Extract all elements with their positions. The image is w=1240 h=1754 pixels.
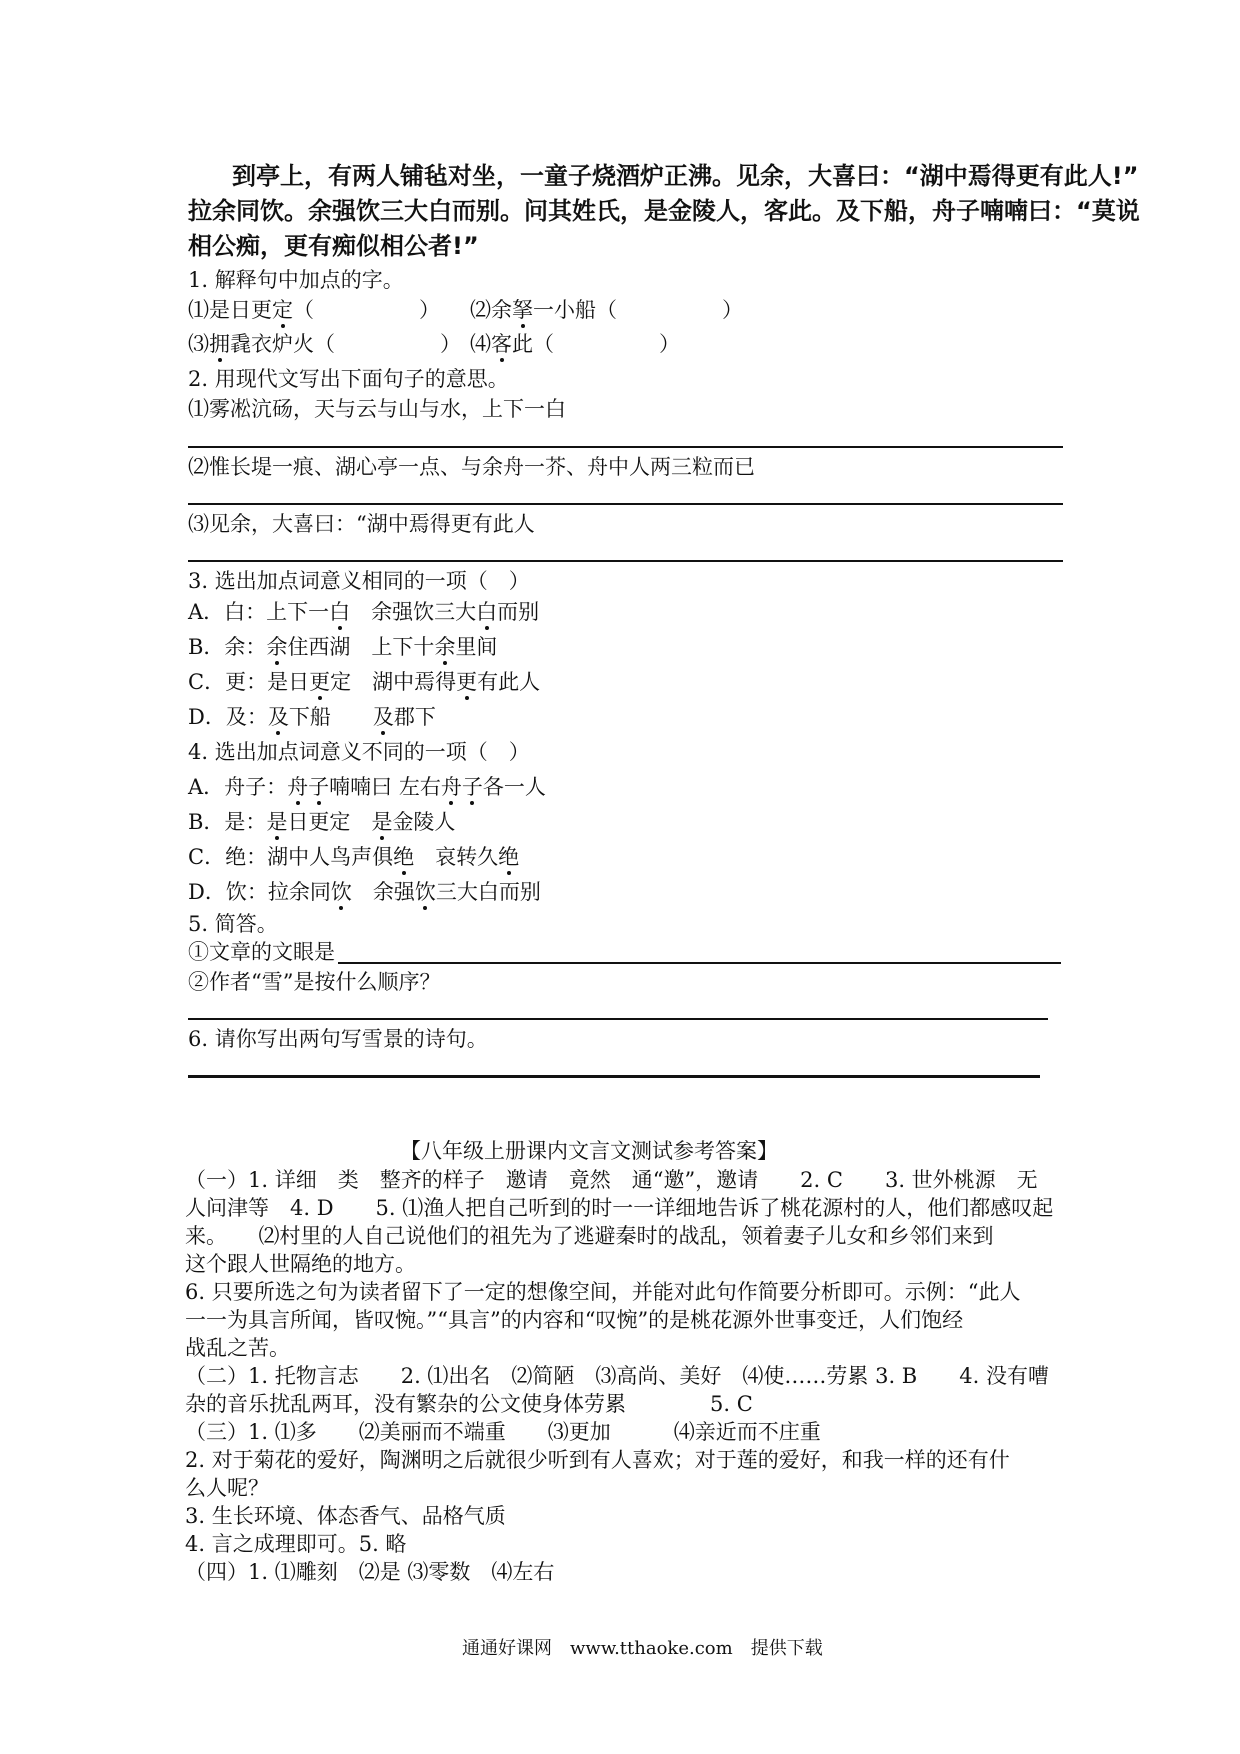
q6-title: 6. 请你写出两句写雪景的诗句。	[188, 1027, 488, 1051]
q4-option-d: D．饮：拉余同饮 余强饮三大白而别	[188, 880, 541, 904]
answer-line	[188, 560, 1063, 562]
emphasis-dot-char: 绝	[393, 845, 415, 869]
q5-item-a: ①文章的文眼是	[188, 940, 335, 964]
answer-line-text: 这个跟人世隔绝的地方。	[185, 1252, 416, 1276]
emphasis-dot-char: 是	[371, 810, 393, 834]
q2-title: 2. 用现代文写出下面句子的意思。	[188, 367, 509, 391]
q4-title: 4. 选出加点词意义不同的一项（ ）	[188, 740, 530, 764]
answer-line-text: 3. 生长环境、体态香气、品格气质	[185, 1504, 506, 1528]
emphasis-dot-char: 是	[266, 810, 288, 834]
q3-option-a: A．白：上下一白 余强饮三大白而别	[188, 600, 540, 624]
q4-option-c: C．绝：湖中人鸟声俱绝 哀转久绝	[188, 845, 520, 869]
q1-item-c: ⑶拥毳衣炉火（ ）	[188, 332, 461, 356]
answer-line-text: 么人呢？	[185, 1476, 269, 1500]
answer-line-text: （二）1. 托物言志 2. ⑴出名 ⑵简陋 ⑶高尚、美好 ⑷使……劳累 3. B 4. 没有嘈	[185, 1364, 1049, 1388]
emphasis-dot-char: 子	[461, 775, 483, 799]
answer-line	[188, 503, 1063, 505]
q3-option-c: C．更：是日更定 湖中焉得更有此人	[188, 670, 541, 694]
answer-line	[188, 446, 1063, 448]
q1-item-b: ⑵余拏一小船（ ）	[470, 298, 743, 322]
q1-item-a: ⑴是日更定（ ）	[188, 298, 440, 322]
answer-line-text: 一一为具言所闻，皆叹惋。”“具言”的内容和“叹惋”的是桃花源外世事变迁，人们饱经	[185, 1308, 964, 1332]
answer-line-text: 来。 ⑵村里的人自己说他们的祖先为了逃避秦时的战乱，领着妻子儿女和乡邻们来到	[185, 1224, 994, 1248]
answer-line-text: 4. 言之成理即可。5. 略	[185, 1532, 407, 1556]
answers-heading: 【八年级上册课内文言文测试参考答案】	[400, 1139, 778, 1163]
emphasis-dot-char: 白	[329, 600, 351, 624]
q3-option-d: D．及：及下船 及郡下	[188, 705, 436, 729]
answer-line-text: （四）1. ⑴雕刻 ⑵是 ⑶零数 ⑷左右	[185, 1560, 555, 1584]
passage-line-3: 相公痴，更有痴似相公者!”	[188, 232, 479, 260]
q2-item-c: ⑶见余，大喜曰：“湖中焉得更有此人	[188, 512, 535, 536]
q5-item-b: ②作者“雪”是按什么顺序？	[188, 970, 441, 994]
q1-item-d: ⑷客此（ ）	[470, 332, 680, 356]
emphasis-dot-char: 舟	[287, 775, 309, 799]
emphasis-dot-char: 饮	[330, 880, 352, 904]
emphasis-dot-char: 拏	[512, 298, 533, 322]
emphasis-dot-char: 余	[266, 635, 288, 659]
passage-line-2: 拉余同饮。余强饮三大白而别。问其姓氏，是金陵人，客此。及下船，舟子喃喃曰：“莫说	[188, 197, 1140, 225]
emphasis-dot-char: 及	[267, 705, 289, 729]
emphasis-dot-char: 舟	[440, 775, 462, 799]
answer-line-text: 战乱之苦。	[185, 1336, 290, 1360]
answer-line-text: （一）1. 详细 类 整齐的样子 邀请 竟然 通“邀”，邀请 2. C 3. 世外桃源 无	[185, 1168, 1038, 1192]
answer-line-text: 2. 对于菊花的爱好，陶渊明之后就很少听到有人喜欢；对于莲的爱好，和我一样的还有什	[185, 1448, 1010, 1472]
emphasis-dot-char: 子	[308, 775, 330, 799]
answer-line-text: 6. 只要所选之句为读者留下了一定的想像空间，并能对此句作简要分析即可。示例：“此人	[185, 1280, 1021, 1304]
q4-option-b: B．是：是日更定 是金陵人	[188, 810, 456, 834]
emphasis-dot-char: 更	[456, 670, 478, 694]
emphasis-dot-char: 更	[309, 670, 331, 694]
q3-option-b: B．余：余住西湖 上下十余里间	[188, 635, 498, 659]
emphasis-dot-char: 及	[372, 705, 394, 729]
q3-title: 3. 选出加点词意义相同的一项（ ）	[188, 569, 530, 593]
passage-line-1: 到亭上，有两人铺毡对坐，一童子烧酒炉正沸。见余，大喜曰：“湖中焉得更有此人!”	[232, 162, 1139, 190]
answer-line-text: 人问津等 4. D 5. ⑴渔人把自己听到的时一一详细地告诉了桃花源村的人，他们都感叹起	[185, 1196, 1054, 1220]
emphasis-dot-char: 定	[272, 298, 293, 322]
q2-item-b: ⑵惟长堤一痕、湖心亭一点、与余舟一芥、舟中人两三粒而已	[188, 455, 755, 479]
q1-title: 1. 解释句中加点的字。	[188, 268, 404, 292]
q4-option-a: A．舟子：舟子喃喃曰 左右舟子各一人	[188, 775, 546, 799]
emphasis-dot-char: 白	[476, 600, 498, 624]
emphasis-dot-char: 绝	[498, 845, 520, 869]
emphasis-dot-char: 余	[434, 635, 456, 659]
answer-line	[338, 962, 1061, 964]
answer-line	[188, 1075, 1040, 1078]
emphasis-dot-char: 饮	[414, 880, 436, 904]
q2-item-a: ⑴雾凇沆砀，天与云与山与水，上下一白	[188, 397, 566, 421]
emphasis-dot-char: 客	[491, 332, 512, 356]
answer-line	[188, 1018, 1048, 1020]
page-footer: 通通好课网 www.tthaoke.com 提供下载	[462, 1638, 823, 1659]
emphasis-dot-char: 拥	[209, 332, 230, 356]
answer-line-text: （三）1. ⑴多 ⑵美丽而不端重 ⑶更加 ⑷亲近而不庄重	[185, 1420, 821, 1444]
q5-title: 5. 简答。	[188, 912, 278, 936]
answer-line-text: 杂的音乐扰乱两耳，没有繁杂的公文使身体劳累 5. C	[185, 1392, 753, 1416]
